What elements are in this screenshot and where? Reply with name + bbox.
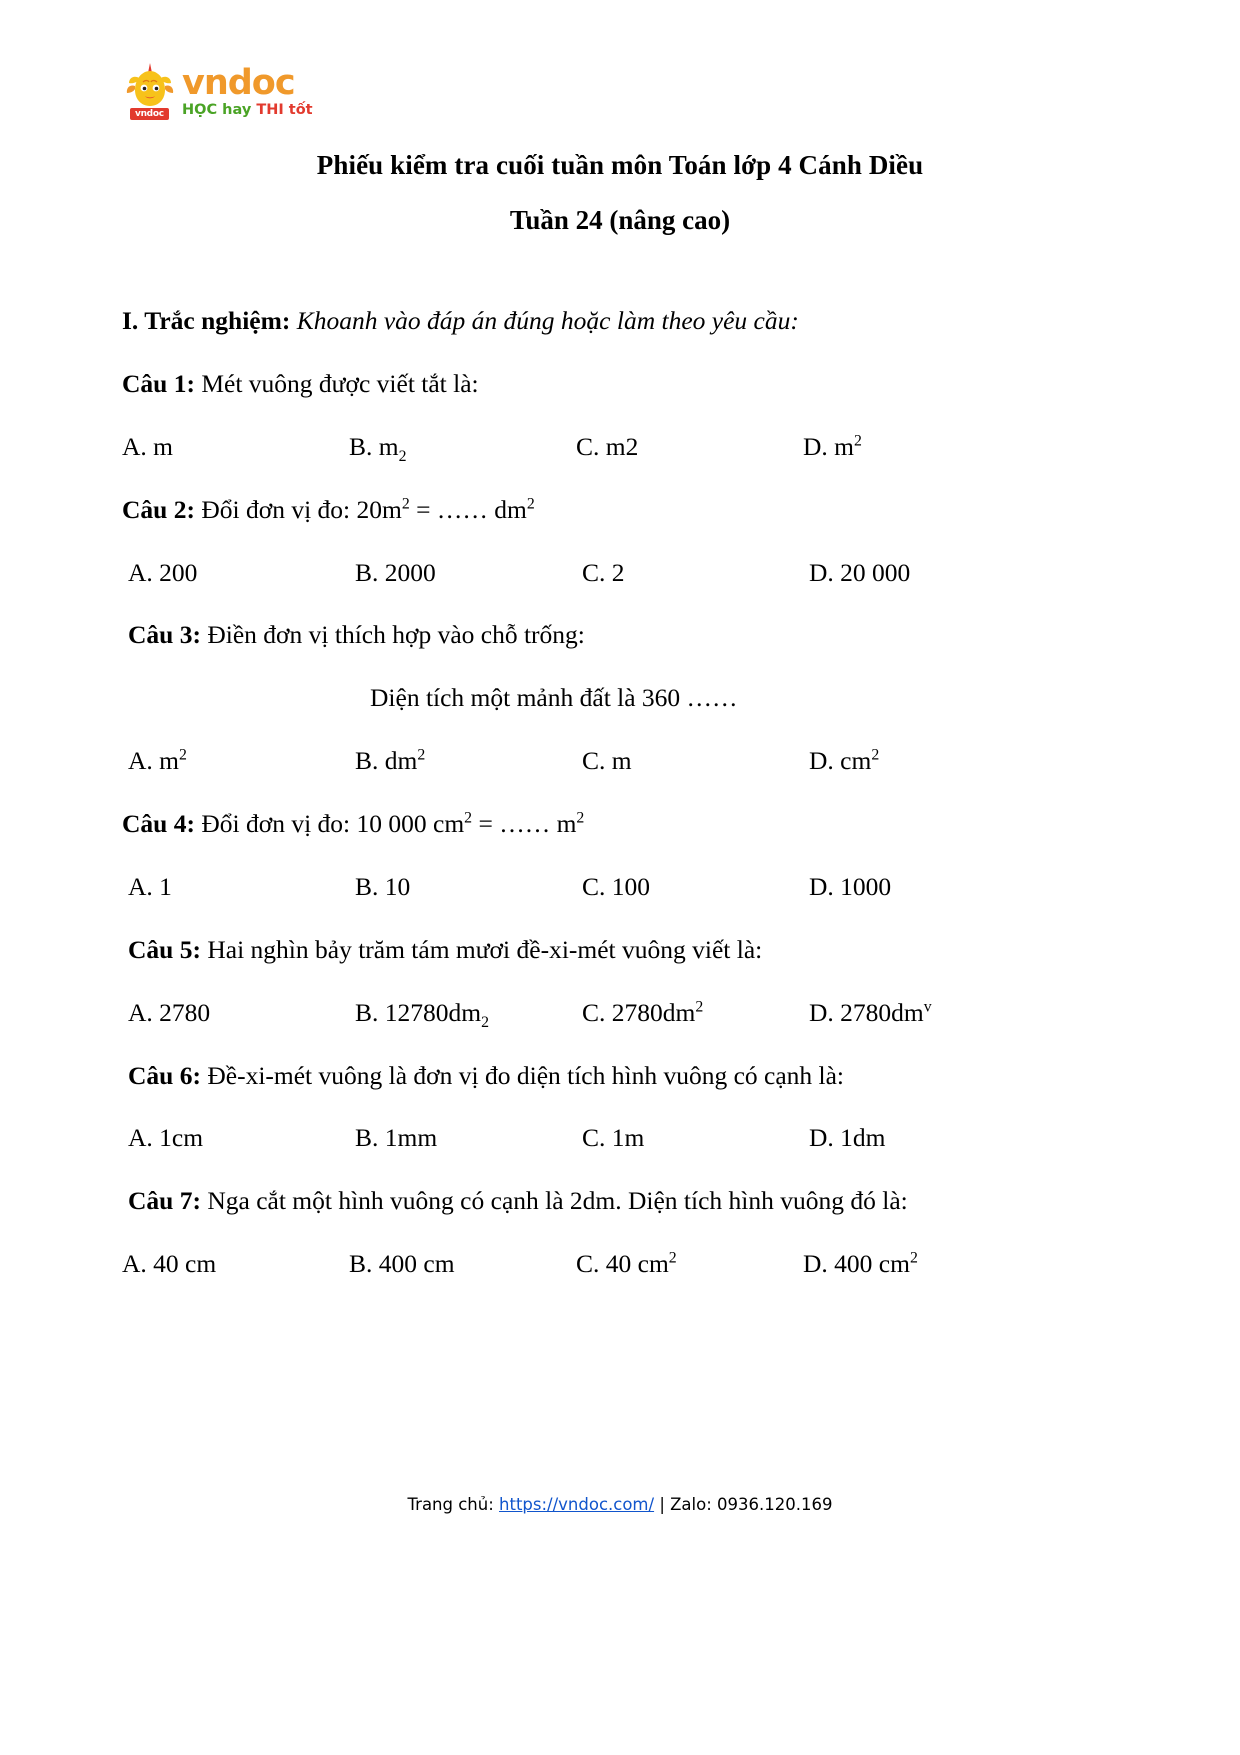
question-2-text-mid: = …… dm: [409, 494, 527, 524]
footer-homepage-link[interactable]: https://vndoc.com/: [499, 1495, 655, 1514]
question-3-text: Điền đơn vị thích hợp vào chỗ trống:: [207, 620, 585, 650]
option-label: D.: [803, 1249, 828, 1279]
question-4-text-before: Đổi đơn vị đo: 10 000 cm: [201, 809, 465, 838]
option-label: D.: [809, 1123, 834, 1153]
question-1-options: [122, 431, 1002, 463]
option-label: B.: [355, 997, 379, 1027]
question-5-options: [122, 997, 1002, 1029]
option-value: 1dm: [840, 1123, 886, 1153]
option-superscript: 2: [854, 432, 862, 450]
question-1-text: Mét vuông được viết tắt là:: [201, 368, 479, 398]
option-value: 1: [159, 871, 172, 901]
question-6-option-b[interactable]: [355, 1122, 582, 1154]
section-heading: [122, 305, 1002, 337]
option-value: m: [159, 746, 180, 776]
question-5-option-a[interactable]: [128, 997, 355, 1029]
option-label: B.: [355, 1123, 379, 1153]
question-5-option-b[interactable]: [355, 997, 582, 1029]
section-instruction: Khoanh vào đáp án đúng hoặc làm theo yêu cầu:: [296, 306, 799, 335]
option-label: B.: [349, 431, 373, 461]
logo-wordmark: vndoc: [182, 63, 295, 103]
option-value: 10: [384, 871, 411, 901]
question-3-number: Câu 3:: [128, 620, 201, 650]
option-label: B.: [355, 871, 379, 901]
option-label: A.: [128, 997, 153, 1027]
option-value: 1cm: [159, 1123, 204, 1153]
option-label: C.: [582, 557, 606, 587]
option-value: dm: [384, 746, 418, 776]
option-value: 2780: [159, 997, 211, 1027]
logo-badge-label: vndoc: [130, 108, 169, 120]
question-5-option-d[interactable]: [809, 997, 1036, 1029]
option-label: A.: [128, 871, 153, 901]
question-6-option-d[interactable]: [809, 1122, 1036, 1154]
option-superscript: 2: [909, 1249, 918, 1267]
option-value: 1000: [840, 871, 892, 901]
question-1-option-c[interactable]: [576, 431, 803, 463]
option-subscript: 2: [398, 447, 407, 465]
question-6-text: Đề-xi-mét vuông là đơn vị đo diện tích hình vuông có cạnh là:: [207, 1060, 845, 1090]
option-value: 400 cm: [378, 1249, 455, 1279]
option-label: B.: [355, 746, 379, 776]
page-footer: [0, 1495, 1240, 1514]
option-label: C.: [576, 1249, 600, 1279]
question-2-number: Câu 2:: [122, 494, 195, 524]
option-label: C.: [582, 871, 606, 901]
question-6-option-a[interactable]: [128, 1122, 355, 1154]
question-7-option-b[interactable]: [349, 1248, 576, 1280]
option-value: m: [153, 431, 174, 461]
question-2-sup-1: 2: [401, 495, 410, 513]
question-6-option-c[interactable]: [582, 1122, 809, 1154]
option-label: C.: [582, 746, 606, 776]
question-6: [122, 1060, 1002, 1092]
document-body: [122, 305, 1002, 1311]
option-value: m: [834, 431, 855, 461]
option-label: B.: [349, 1249, 373, 1279]
section-label: I. Trắc nghiệm:: [122, 306, 291, 335]
option-value: m: [611, 746, 632, 776]
question-7-options: [122, 1248, 1002, 1280]
question-1-option-d[interactable]: [803, 431, 1030, 463]
question-7-text: Nga cắt một hình vuông có cạnh là 2dm. Diện tích hình vuông đó là:: [207, 1186, 908, 1216]
vndoc-logo: [122, 62, 313, 124]
option-label: B.: [355, 557, 379, 587]
question-1-option-a[interactable]: [122, 431, 349, 463]
option-value: 200: [159, 557, 198, 587]
option-label: D.: [809, 746, 834, 776]
option-subscript: 2: [481, 1013, 490, 1031]
option-label: A.: [128, 1123, 153, 1153]
question-4-options: [122, 871, 1002, 903]
question-6-number: Câu 6:: [128, 1060, 201, 1090]
option-value: cm: [840, 746, 872, 776]
question-5-text: Hai nghìn bảy trăm tám mươi đề-xi-mét vuông viết là:: [207, 934, 763, 964]
question-2-sup-2: 2: [526, 495, 535, 513]
option-label: A.: [128, 746, 153, 776]
question-2-option-b[interactable]: [355, 557, 582, 589]
option-value: 100: [611, 871, 651, 901]
option-superscript: 2: [417, 746, 426, 764]
vndoc-mascot-icon: [122, 62, 178, 118]
question-7-option-c[interactable]: [576, 1248, 803, 1280]
option-value: 40 cm: [605, 1249, 669, 1279]
question-3-option-a[interactable]: [128, 745, 355, 777]
question-4-sup-2: 2: [576, 809, 585, 827]
option-label: A.: [128, 557, 153, 587]
logo-tagline-red: THI tốt: [256, 102, 313, 118]
question-4-option-a[interactable]: [128, 871, 355, 903]
document-title: Phiếu kiểm tra cuối tuần môn Toán lớp 4 Cánh Diều: [316, 150, 924, 180]
question-7: [122, 1185, 1002, 1217]
option-label: D.: [809, 997, 834, 1027]
question-6-options: [122, 1122, 1002, 1154]
option-superscript: 2: [668, 1249, 677, 1267]
question-7-option-a[interactable]: [122, 1248, 349, 1280]
document-subtitle: Tuần 24 (nâng cao): [509, 205, 731, 235]
logo-tagline: [182, 103, 313, 118]
question-3: [122, 619, 1002, 651]
question-5-number: Câu 5:: [128, 934, 201, 964]
footer-prefix: Trang chủ:: [407, 1495, 500, 1514]
option-value: 2780dm: [611, 997, 696, 1027]
option-value: 2: [611, 557, 625, 587]
option-label: D.: [809, 557, 834, 587]
option-label: A.: [122, 431, 147, 461]
option-value: 2780dm: [840, 997, 924, 1027]
option-label: D.: [809, 871, 834, 901]
option-superscript: 2: [179, 746, 187, 764]
question-1: [122, 368, 1002, 400]
question-4-option-c[interactable]: [582, 871, 809, 903]
option-label: C.: [582, 1123, 606, 1153]
question-4-number: Câu 4:: [122, 809, 195, 838]
question-2: [122, 494, 1002, 526]
question-4: [122, 808, 1002, 840]
question-3-statement: Diện tích một mảnh đất là 360 ……: [370, 683, 738, 713]
question-5-option-c[interactable]: [582, 997, 809, 1029]
option-value: 400 cm: [834, 1249, 910, 1279]
question-4-text-mid: = …… m: [472, 809, 577, 838]
option-value: 20 000: [840, 557, 911, 587]
question-2-text-before: Đổi đơn vị đo: 20m: [201, 494, 402, 524]
question-3-options: [122, 745, 1002, 777]
question-4-option-d[interactable]: [809, 871, 1036, 903]
logo-tagline-green: HỌC hay: [182, 102, 257, 118]
option-label: D.: [803, 431, 828, 461]
question-3-option-b[interactable]: [355, 745, 582, 777]
option-value: m2: [605, 431, 639, 461]
footer-suffix: | Zalo: 0936.120.169: [654, 1495, 833, 1514]
question-3-option-c[interactable]: [582, 745, 809, 777]
question-7-option-d[interactable]: [803, 1248, 1030, 1280]
option-superscript: 2: [695, 998, 704, 1016]
option-superscript: 2: [871, 746, 880, 764]
option-label: A.: [122, 1249, 147, 1279]
question-7-number: Câu 7:: [128, 1186, 201, 1216]
option-value: 1m: [611, 1123, 645, 1153]
option-value: 1mm: [384, 1123, 438, 1153]
option-value: 40 cm: [153, 1249, 217, 1279]
question-3-option-d[interactable]: [809, 745, 1036, 777]
option-value: m: [378, 431, 399, 461]
option-value: 12780dm: [384, 997, 482, 1027]
question-5: [122, 934, 1002, 966]
option-label: C.: [582, 997, 606, 1027]
question-2-option-c[interactable]: [582, 557, 809, 589]
question-2-option-a[interactable]: [128, 557, 355, 589]
question-1-number: Câu 1:: [122, 368, 195, 398]
option-superscript: v: [923, 998, 932, 1016]
question-2-option-d[interactable]: [809, 557, 1036, 589]
question-1-option-b[interactable]: [349, 431, 576, 463]
option-value: 2000: [384, 557, 436, 587]
question-4-sup-1: 2: [464, 809, 473, 827]
question-4-option-b[interactable]: [355, 871, 582, 903]
option-label: C.: [576, 431, 600, 461]
question-2-options: [122, 557, 1002, 589]
